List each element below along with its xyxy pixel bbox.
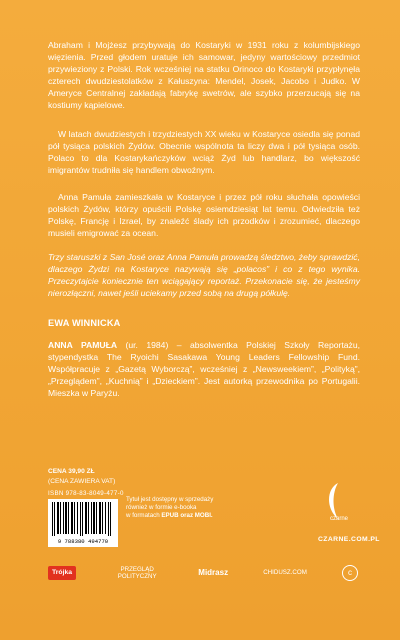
ebook-line-2: również w formie e-booka — [126, 504, 197, 512]
ebook-line-3-prefix: w formatach — [126, 512, 162, 520]
ebook-availability-note — [126, 496, 236, 521]
barcode-graphic — [49, 500, 117, 546]
trojka-logo: Trójka — [48, 566, 76, 580]
price-label: CENA 39,90 ZŁ — [48, 468, 95, 475]
czarne-small-logo-icon: c — [342, 565, 358, 581]
blurb-author: EWA WINNICKA — [48, 318, 121, 328]
description-paragraph-3 — [48, 192, 360, 240]
ebook-line-3 — [126, 512, 236, 520]
chidusz-logo: CHIDUSZ.COM — [263, 569, 307, 577]
price-info — [48, 467, 115, 486]
description-paragraph-1 — [48, 40, 360, 111]
paragraph-text: Abraham i Mojżesz przybywają do Kostaryki w 1931 roku z kolumbijskiego więzienia. Przed głodem uratuje ich samowar, jedyny wartościowy przedmiot przywieziony z Polski. Rok wcześniej na statku Orinoco do Kostaryki przypłynęła czterech dwudziestolatków z Kałuszyna: Mendel, Josek, Jacobo i Judko. W Ameryce Centralnej zakładają fabrykę swetrów, ale szybko przerzucają się na kostiumy kąpielowe. — [48, 40, 360, 110]
paragraph-text: W latach dwudziestych i trzydziestych XX wieku w Kostaryce osiedla się ponad pół tysiąca polskich Żydów. Obecnie wspólnota ta liczy dwa i pół tysiąca osób. Polaco to dla Kostarykańczyków wciąż Żyd lub handlarz, bo większość imigrantów trudniła się handlem obwoźnym. — [48, 129, 360, 175]
ebook-line-1: Tytuł jest dostępny w sprzedaży — [126, 496, 214, 503]
przeglad-polityczny-logo: PRZEGLĄD POLITYCZNY — [117, 565, 157, 580]
description-paragraph-2 — [48, 129, 360, 177]
publisher-website: CZARNE.COM.PL — [318, 536, 380, 543]
partner-logos — [48, 560, 358, 586]
vat-note: (CENA ZAWIERA VAT) — [48, 477, 116, 485]
ebook-formats: EPUB oraz MOBI. — [161, 512, 213, 520]
barcode-digits: 9 788380 494770 — [57, 538, 109, 545]
midrasz-logo: Midrasz — [198, 568, 229, 578]
author-name: ANNA PAMUŁA — [48, 340, 118, 350]
author-bio — [48, 339, 360, 399]
blurb-quote: Trzy staruszki z San José oraz Anna Pamuła prowadzą śledztwo, żeby sprawdzić, dlaczego Żydzi na Kostaryce nazywają się „polacos” i co z tego wynika. Przeczytajcie koniecznie ten wciągający reportaż. Przekonacie się, że jesteśmy nierozłączni, nawet jeśli uciekamy przed sobą na drugą półkulę. — [48, 252, 360, 298]
isbn-label: ISBN 978-83-8049-477-0 — [48, 490, 124, 497]
barcode — [48, 499, 118, 547]
paragraph-text: Anna Pamuła zamieszkała w Kostaryce i przez pół roku słuchała opowieści polskich Żydów, którzy opuścili Polskę osiemdziesiąt lat temu. Odwiedziła też Polskę, Francję i Izrael, by znaleźć ślady ich przodków i zrozumieć, dlaczego musieli emigrować za ocean. — [48, 192, 360, 238]
author-bio-text: (ur. 1984) – absolwentka Polskiej Szkoły Reportażu, stypendystka The Ryoichi Sasakawa Young Leaders Fellowship Fund. Współpracuje z „Gazetą Wyborczą”, wcześniej z „Newsweekiem”, „Polityką”, „Przeglądem”, „Kuchnią” i „Dzieckiem”. Jest autorką przewodnika po Portugalii. Mieszka w Paryżu. — [48, 340, 360, 398]
czarne-logo-text: czarne — [330, 516, 349, 522]
